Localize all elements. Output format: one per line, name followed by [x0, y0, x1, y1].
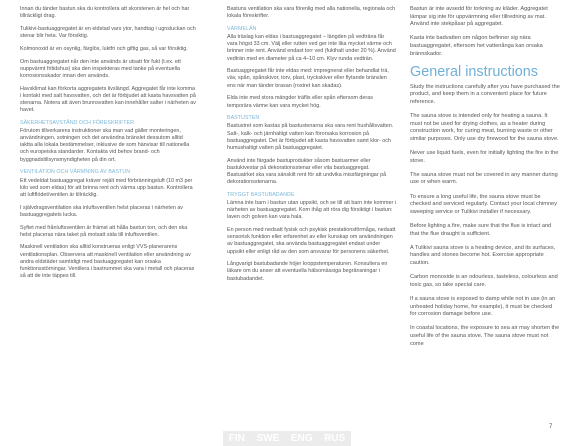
- body-paragraph: En person med nedsatt fysisk och psykisk prestationsförmåga, nedsatt sensorisk funktion eller erfarenhet av eller kunskap om användningen av bastuaggregatet, ska använda bastuaggregatet endast under uppsikt eller enligt råd av den som ansvarar för personens säkerhet.: [227, 227, 396, 255]
- body-paragraph: Kolmonoxid är en osynlig, färglös, luktfri och giftig gas, så var försiktig.: [20, 45, 188, 52]
- section-heading: VÄRMELÄN: [227, 25, 257, 32]
- lang-tab-rus[interactable]: RUS: [324, 433, 346, 444]
- body-paragraph: Bastuaggregatet får inte eldas med: impregnerat eller behandlat trä, väv, spån, spånskivor, torv, plast, tryckskiver eller flytande bränslen ens när man tänder brasan (rostret kan skadas).: [227, 68, 389, 89]
- body-paragraph: Bastun är inte avsedd för torkning av kläder. Aggregatet lämpar sig inte för uppvärmning eller tillredning av mat. Använd inte stekpåsar på aggregatet.: [410, 6, 548, 28]
- body-paragraph: To ensure a long useful life, the sauna stove must be checked and serviced regularly. Contact your local chimney sweeping service or Tulikivi installer if necessary.: [410, 193, 557, 215]
- body-paragraph: I självdragsventilation ska inluftsventilen helst placeras i närheten av bastuaggregatets lucka.: [20, 204, 184, 218]
- column-swedish-english-right: [410, 6, 560, 355]
- lang-tab-fin[interactable]: FIN: [228, 433, 245, 444]
- lang-tab-swe[interactable]: SWE: [256, 433, 280, 444]
- section-heading: BASTUSTEN: [227, 115, 260, 122]
- body-paragraph: Om bastuaggregatet når den inte används är utsatt för fukt (t.ex. ett ouppvärmt fritidshus) ska den inspekteras med tanke på eventuella korrosionsskador innan den används.: [20, 58, 181, 79]
- body-paragraph: Never use liquid fuels, even for initially lighting the fire in the stove.: [410, 150, 559, 164]
- language-tabs: [223, 431, 351, 446]
- body-paragraph: Lämna inte barn i bastun utan uppsikt, och se till att barn inte kommer i närheten av bastuaggregatet. Kom ihåg att röra dig försiktigt i bastun: laven och golven kan vara hala.: [227, 200, 396, 221]
- body-paragraph: Carbon monoxide is an odourless, tasteless, colourless and toxic gas, so take special care.: [410, 274, 558, 288]
- page-number: 7: [549, 424, 553, 430]
- body-paragraph: A Tulikivi sauna stove is a heating device, and its surfaces, handles and stones become hot. Exercise appropriate caution.: [410, 244, 556, 266]
- section-title: General instructions: [410, 63, 538, 80]
- body-paragraph: Syftet med frånluftsventilen är främst att hålla bastun torr, och den ska helst placeras nära taket på motsatt sida till inluftsventilen.: [20, 224, 188, 238]
- body-paragraph: Havsklimat kan förkorta aggregatets livslängd. Aggregatet får inte komma i kontakt med salt havsvatten, och det är förbjudet att kasta havsvatten på stenarna. Notera att även brunnsvatten kan innehåller salter i närheten av havet.: [20, 85, 196, 114]
- body-paragraph: The sauna stove must not be covered in any manner during use or when warm.: [410, 171, 558, 186]
- body-paragraph: Ett vedeldat bastuaggregat kräver rejält med förbränningsluft (10 m3 per kilo ved som eldas) för att brinna rent och värma upp bastun. Kontrollera att luftflödet/ventilen är tillräcklig.: [20, 177, 193, 198]
- lang-tab-eng[interactable]: ENG: [290, 433, 313, 444]
- body-paragraph: Förutom tillverkarens instruktioner ska man vad gäller monteringen, användningen, sotningen och det användna bränslet dessutom alltid iaktta alla lokala bestämmelser, inklusive de som hänvisar till nationella och europeiska standarder. Kontakta vid behov brand- och byggnadstillsynsmyndigheten på din ort.: [20, 128, 190, 163]
- body-paragraph: Använd inte färgade bastuprodukter såsom bastuarmer eller bastukivestar på dekorationsstenar eller vita bastuaggregat. Bastuatrket ska vara sänskilt rent för att undvika missfärgningar på dekorationsstenarna.: [227, 157, 387, 186]
- body-paragraph: The sauna stove is intended only for heating a sauna. It must not be used for drying clothes, as a heater during construction work, for curing meat, burning waste or other similar purposes. Only use dry firewood for the sauna stove.: [410, 113, 559, 142]
- body-paragraph: Innan du tänder bastun ska du kontrollera att skorstenen är hel och har tillräckligt drag.: [20, 6, 190, 20]
- body-paragraph: Study the instructions carefully after you have purchased the product, and keep them in a convenient place for future reference.: [410, 83, 560, 105]
- body-paragraph: Elda inte med stora mängder träflis eller spån eftersom deras temporära värme kan vara mycket hög.: [227, 95, 373, 109]
- body-paragraph: Before lighting a fire, make sure that the flue is intact and that the flue draught is sufficient.: [410, 223, 552, 237]
- section-heading: SÄKERHETSAVSTÅND OCH FÖRESKRIFTER: [20, 119, 134, 126]
- body-paragraph: Kasta inte badvatten om någon befinner sig nära bastuaggregatet, eftersom het vattenånga kan orsaka brännskador.: [410, 35, 543, 57]
- column-swedish-middle: [227, 6, 396, 288]
- section-heading: VENTILATION OCH VÄRMNING AV BASTUN: [20, 169, 131, 176]
- body-paragraph: Bastustret som kastas på bastustenarna ska vara rent hushållsvatten. Salt-, kalk- och järnhaltigt vatten kan förorsaka korrosion på bastuaggregatet. Det är förbjudet att kasta havsvatten samt klor- och humushaltigt vatten på bastuaggregatet.: [227, 123, 394, 151]
- body-paragraph: Tulikivi-bastuaggregatet är en eldstad vars ytor, handtag i ugnsluckan och stenar blir heta. Var försiktig.: [20, 25, 196, 40]
- body-paragraph: Maskinell ventilation ska alltid konstrueras enligt VVS-planerarens ventilationsplan. Observera att maskinell ventilation eller användning av andra eldstäder samtidigt med bastuaggregatet kan orsaka funktionsstörningar. Ventilera i bastrummet ska vara i metall och placeras så att de inte täppes till.: [20, 244, 195, 280]
- body-paragraph: Bastuns ventilation ska vara förenlig med alla nationella, regionala och lokala föreskrifter.: [227, 6, 396, 20]
- body-paragraph: If a sauna stove is exposed to damp while not in use (in an unheated holiday home, for example), it must be checked for corrosion damage before use.: [410, 295, 556, 318]
- body-paragraph: Långvarigt bastubadande höjer kroppstemperaturen. Konsultera en läkare om du anser att eventuella hälsomässiga begränsningar i bastubadandet.: [227, 261, 388, 282]
- body-paragraph: Alla träslag kan eldas i bastuaggregatet – längden på vedträna får vara högst 33 cm. Välj eller rutten ved ger inte lika mycket värme och brinner inte rent. Använd endast torr ved (fukthalt under 20 %). Använd vedträn med en diameter på ca 4–10 cm. Klyv runda vedträn.: [227, 34, 396, 62]
- body-paragraph: In coastal locations, the exposure to sea air may shorten the useful life of the sauna stove. The sauna stove must not come: [410, 325, 560, 347]
- section-heading: TRYGGT BASTUBADANDE: [227, 191, 295, 198]
- column-swedish-left: [20, 6, 196, 286]
